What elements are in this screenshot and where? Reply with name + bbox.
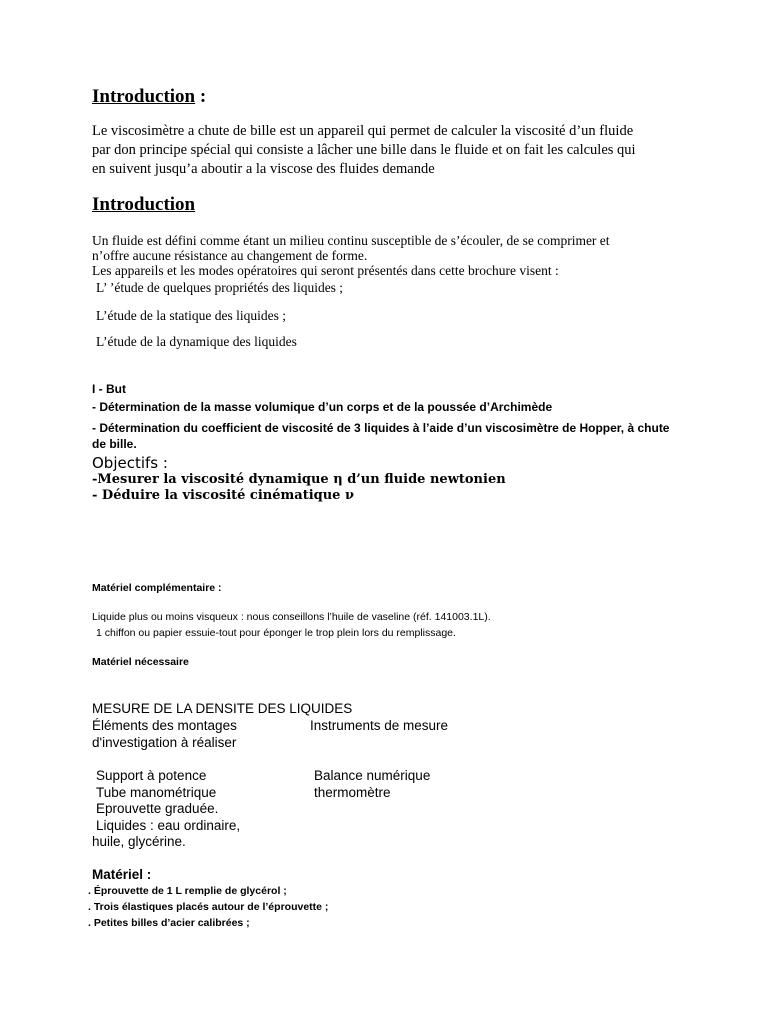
list-item <box>310 768 430 785</box>
list-item <box>92 801 240 818</box>
intro-line: Le viscosimètre a chute de bille est un appareil qui permet de calculer la viscosité d’un fluide <box>92 123 634 139</box>
mesure-col2-header: Instruments de mesure <box>310 718 449 733</box>
mesure-title: MESURE DE LA DENSITE DES LIQUIDES <box>92 701 353 716</box>
but-item: - Détermination de la masse volumique d’un corps et de la poussée d’Archimède <box>92 400 553 414</box>
bullet-text: L’ ’étude de quelques propriétés des liquides ; <box>96 280 344 295</box>
list-item-text: Tube manométrique <box>96 784 217 800</box>
objectif-item: - Déduire la viscosité cinématique ν <box>92 488 354 503</box>
objectif-item: -Mesurer la viscosité dynamique η d’un fluide newtonien <box>92 472 506 487</box>
intro2-title: Introduction <box>92 194 196 215</box>
intro2-line: n’offre aucune résistance au changement de forme. <box>92 248 368 263</box>
list-item <box>92 818 240 835</box>
but-item-continuation: de bille. <box>92 437 137 451</box>
but-item: - Détermination du coefficient de viscosité de 3 liquides à l’aide d’un viscosimètre de Hopper, à chute <box>92 421 670 435</box>
objectifs-heading: Objectifs : <box>92 454 168 472</box>
list-item-continuation: huile, glycérine. <box>92 834 186 849</box>
list-item-text: Balance numérique <box>314 768 431 783</box>
list-item <box>310 785 430 802</box>
but-heading: I - But <box>92 382 126 396</box>
list-item <box>92 768 240 785</box>
mesure-col1-header <box>92 718 237 751</box>
list-item: . Éprouvette de 1 L remplie de glycérol ; <box>88 885 287 897</box>
materiel-complementaire-line: Liquide plus ou moins visqueux : nous conseillons l’huile de vaseline (réf. 141003.1L). <box>92 611 491 623</box>
materiel-heading: Matériel : <box>92 867 152 882</box>
list-item-text: Liquides : eau ordinaire, <box>96 817 241 833</box>
bullet-text: L’étude de la statique des liquides ; <box>96 308 286 323</box>
list-item-text: Support à potence <box>96 768 207 783</box>
intro-title-colon: : <box>195 86 207 107</box>
list-item: . Petites billes d’acier calibrées ; <box>88 917 250 929</box>
intro2-bullet <box>92 280 343 296</box>
materiel-complementaire-line <box>92 627 456 639</box>
intro-line: en suivent jusqu’a aboutir a la viscose des fluides demande <box>92 161 435 177</box>
intro2-line: Les appareils et les modes opératoires qui seront présentés dans cette brochure visent : <box>92 263 559 278</box>
mesure-col1-header-line: d'investigation à réaliser <box>92 734 237 750</box>
mesure-col1-list <box>92 768 240 851</box>
bullet-text: L’étude de la dynamique des liquides <box>96 334 297 349</box>
intro2-line: Un fluide est défini comme étant un milieu continu susceptible de s’écouler, de se comprimer et <box>92 233 610 248</box>
mesure-col2-list <box>310 768 430 801</box>
intro-title <box>92 86 206 108</box>
materiel-necessaire-heading: Matériel nécessaire <box>92 656 189 668</box>
intro2-paragraph <box>92 233 610 278</box>
intro-title-text: Introduction <box>92 86 196 107</box>
materiel-list <box>88 883 328 931</box>
materiel-complementaire-heading: Matériel complémentaire : <box>92 582 222 594</box>
list-item-text: Eprouvette graduée. <box>96 801 219 816</box>
materiel-complementaire-text: 1 chiffon ou papier essuie-tout pour éponger le trop plein lors du remplissage. <box>96 627 456 639</box>
intro-paragraph <box>92 122 636 179</box>
intro-line: par don principe spécial qui consiste a lâcher une bille dans le fluide et on fait les calcules qui <box>92 142 636 158</box>
list-item <box>92 785 240 802</box>
mesure-col1-header-line: Éléments des montages <box>92 718 237 733</box>
list-item: . Trois élastiques placés autour de l’éprouvette ; <box>88 901 329 913</box>
list-item-text: thermomètre <box>314 784 391 800</box>
intro2-bullet <box>92 334 297 350</box>
intro2-bullet <box>92 308 286 324</box>
